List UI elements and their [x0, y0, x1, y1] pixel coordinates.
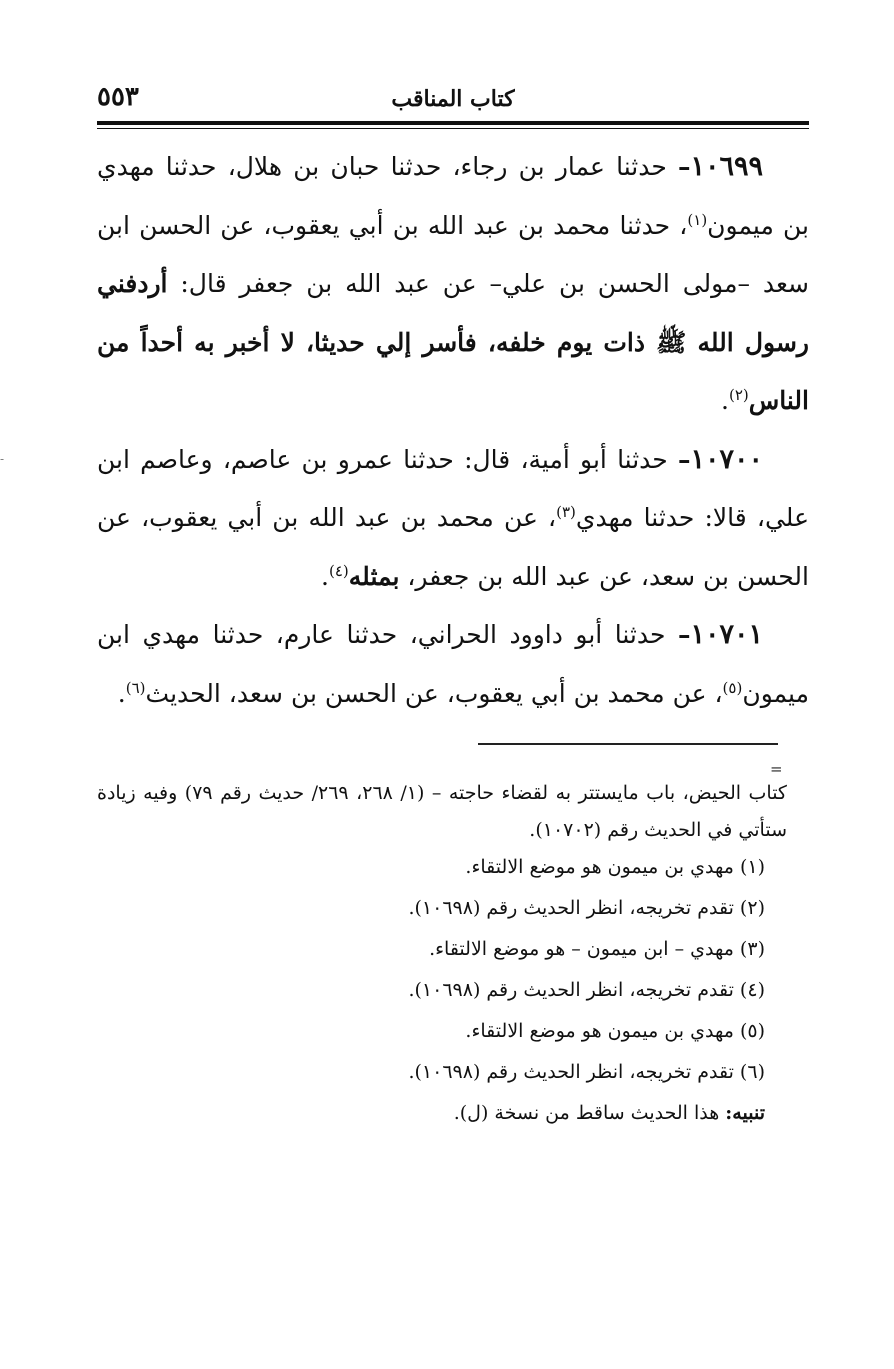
running-header [97, 82, 809, 120]
footnote-continuation: كتاب الحيض، باب مايستتر به لقضاء حاجته – (١/ ٢٦٨، ٢٦٩/ حديث رقم ٧٩) وفيه زيادة ستأتي في الحديث رقم (١٠٧٠٢). [97, 782, 787, 841]
hadith-text: ، عن محمد بن أبي يعقوب، عن الحسن بن سعد، الحديث [145, 678, 723, 708]
footnote-ref: (١) [687, 210, 708, 229]
main-text [97, 138, 809, 723]
footnote-1: (١) مهدي بن ميمون هو موضع الالتقاء. [465, 856, 765, 878]
header-rule-thick [97, 121, 809, 125]
header-rule-thin [97, 128, 809, 129]
margin-mark: - [0, 452, 5, 466]
hadith-text: حدثنا عمار بن رجاء، حدثنا حبان بن هلال، حدثنا مهدي بن ميمون [97, 152, 809, 240]
footnote-4: (٤) تقدم تخريجه، انظر الحديث رقم (١٠٦٩٨). [408, 979, 765, 1001]
page-number: ٥٥٣ [97, 82, 139, 112]
hadith-10700: ١٠٧٠٠– حدثنا أبو أمية، قال: حدثنا عمرو بن عاصم، وعاصم ابن علي، قالا: حدثنا مهدي$^{(٣)}$، عن محمد بن عبد الله بن أبي يعقوب، عن الحسن بن سعد، عن عبد الله بن جعفر، بمثله$^{(٤)}$. [97, 443, 809, 591]
footnote-5: (٥) مهدي بن ميمون هو موضع الالتقاء. [465, 1020, 765, 1042]
footnote-3: (٣) مهدي – ابن ميمون – هو موضع الالتقاء. [429, 938, 765, 960]
footnotes [97, 775, 809, 1132]
hadith-text: حدثنا أبو داوود الحراني، حدثنا عارم، حدثنا مهدي ابن ميمون [97, 620, 809, 708]
hadith-text: ، عن محمد بن عبد الله بن أبي يعقوب، عن الحسن بن سعد، عن عبد الله بن جعفر، [97, 503, 809, 591]
footnote-ref: (٢) [728, 386, 749, 404]
hadith-matn: بمثله [348, 561, 400, 591]
footnote-ref: (٣) [556, 503, 576, 521]
hadith-matn: أردفني رسول الله ﷺ ذات يوم خلفه، فأسر إلي حديثا، لا أخبر به أحداً من الناس [97, 269, 809, 415]
hadith-10701: ١٠٧٠١– حدثنا أبو داوود الحراني، حدثنا عارم، حدثنا مهدي ابن ميمون$^{(٥)}$، عن محمد بن أبي يعقوب، عن الحسن بن سعد، الحديث$^{(٦)}$. [97, 619, 809, 708]
footnote-ref: (٦) [125, 678, 146, 697]
hadith-number: ١٠٧٠٠ [690, 443, 763, 475]
hadith-text: حدثنا أبو أمية، قال: حدثنا عمرو بن عاصم، وعاصم ابن علي، قالا: حدثنا مهدي [97, 444, 809, 532]
footnote-2: (٢) تقدم تخريجه، انظر الحديث رقم (١٠٦٩٨). [408, 897, 765, 919]
footnote-note [97, 1095, 765, 1132]
note-text: هذا الحديث ساقط من نسخة (ل). [453, 1102, 726, 1124]
footnote-ref: (٥) [722, 678, 743, 697]
note-label: تنبيه: [725, 1102, 765, 1124]
hadith-number: ١٠٦٩٩ [690, 151, 763, 182]
footnote-separator [478, 743, 778, 745]
hadith-text: ، حدثنا محمد بن عبد الله بن أبي يعقوب، عن الحسن ابن سعد –مولى الحسن بن علي– عن عبد الله بن جعفر قال: [97, 210, 809, 298]
chapter-title: كتاب المناقب [391, 86, 515, 112]
footnote-6: (٦) تقدم تخريجه، انظر الحديث رقم (١٠٦٩٨). [408, 1061, 765, 1083]
continuation-mark: = [770, 760, 783, 778]
footnote-ref: (٤) [328, 561, 349, 580]
hadith-number: ١٠٧٠١ [690, 619, 763, 650]
hadith-10699: ١٠٦٩٩– حدثنا عمار بن رجاء، حدثنا حبان بن هلال، حدثنا مهدي بن ميمون$^{(١)}$، حدثنا محمد بن عبد الله بن أبي يعقوب، عن الحسن ابن سعد –مولى الحسن بن علي– عن عبد الله بن جعفر قال: أردفني رسول الله ﷺ ذات يوم خلفه، فأسر إلي حديثا، لا أخبر به أحداً من الناس$^{(٢)}$. [97, 151, 809, 415]
